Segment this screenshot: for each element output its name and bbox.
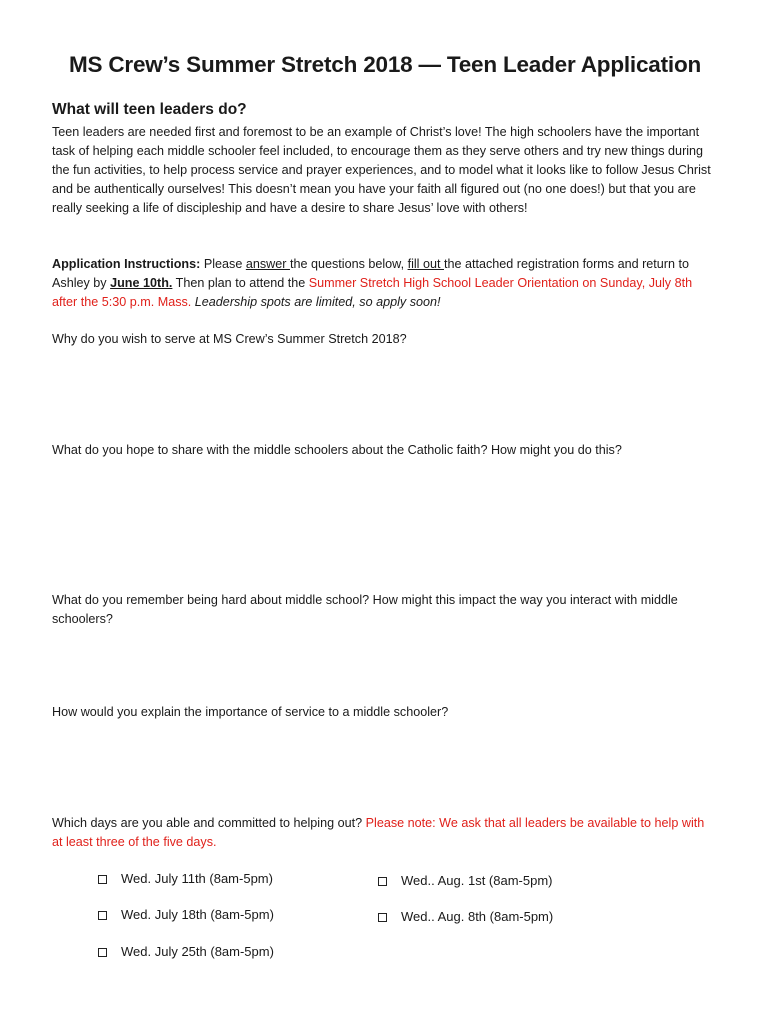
availability-question-text: Which days are you able and committed to helping out? — [52, 816, 363, 830]
instructions-fill-out: fill out — [407, 257, 444, 271]
limited-spots-note: Leadership spots are limited, so apply soon! — [191, 295, 441, 309]
instructions-text: Please — [200, 257, 246, 271]
question-4: How would you explain the importance of service to a middle schooler? — [52, 705, 449, 719]
question-3: What do you remember being hard about middle school? How might this impact the way you interact with middle schoolers? — [52, 593, 678, 626]
day-option-aug-8[interactable] — [378, 908, 553, 926]
day-label: Wed. July 11th (8am-5pm) — [121, 871, 273, 886]
instructions-text: the attached registration forms and return to Ashley by — [52, 257, 689, 290]
availability-note: Please note: We ask that all leaders be available to help with at least three of the five days. — [52, 816, 705, 849]
intro-paragraph: Teen leaders are needed first and foremost to be an example of Christ’s love! The high schoolers have the important task of helping each middle schooler feel included, to encourage them as they serve others and try new things during the fun activities, to help process service and prayer experiences, and to model what it looks like to follow Jesus Christ and be authentically ourselves! This doesn’t mean you have your faith all figured out (no one does!) but that you are really seeking a life of discipleship and have a desire to share Jesus’ love with others! — [52, 125, 711, 215]
checkbox-icon[interactable] — [98, 911, 107, 920]
deadline: June 10th. — [110, 276, 173, 290]
checkbox-icon[interactable] — [378, 913, 387, 922]
question-2: What do you hope to share with the middle schoolers about the Catholic faith? How might you do this? — [52, 443, 622, 457]
question-1: Why do you wish to serve at MS Crew’s Summer Stretch 2018? — [52, 332, 407, 346]
instructions-text: Then plan to attend the — [172, 276, 309, 290]
instructions-answer: answer — [245, 257, 290, 271]
checkbox-icon[interactable] — [378, 877, 387, 886]
page-title: MS Crew’s Summer Stretch 2018 — Teen Leader Application — [68, 52, 702, 77]
orientation-info: Summer Stretch High School Leader Orientation on Sunday, July 8th after the 5:30 p.m. Mass. — [52, 276, 693, 309]
instructions-label: Application Instructions: — [52, 257, 201, 271]
day-option-july-25[interactable] — [98, 943, 274, 961]
day-option-july-11[interactable] — [98, 870, 273, 888]
day-label: Wed.. Aug. 8th (8am-5pm) — [401, 909, 554, 924]
day-label: Wed.. Aug. 1st (8am-5pm) — [401, 873, 553, 888]
checkbox-icon[interactable] — [98, 875, 107, 884]
day-label: Wed. July 18th (8am-5pm) — [121, 907, 274, 922]
day-label: Wed. July 25th (8am-5pm) — [121, 944, 274, 959]
day-option-aug-1[interactable] — [378, 872, 553, 890]
instructions-text: the questions below, — [289, 257, 408, 271]
section-heading: What will teen leaders do? — [52, 101, 247, 118]
availability-question — [52, 814, 718, 852]
checkbox-icon[interactable] — [98, 948, 107, 957]
instructions-paragraph — [52, 255, 718, 312]
day-option-july-18[interactable] — [98, 906, 274, 924]
